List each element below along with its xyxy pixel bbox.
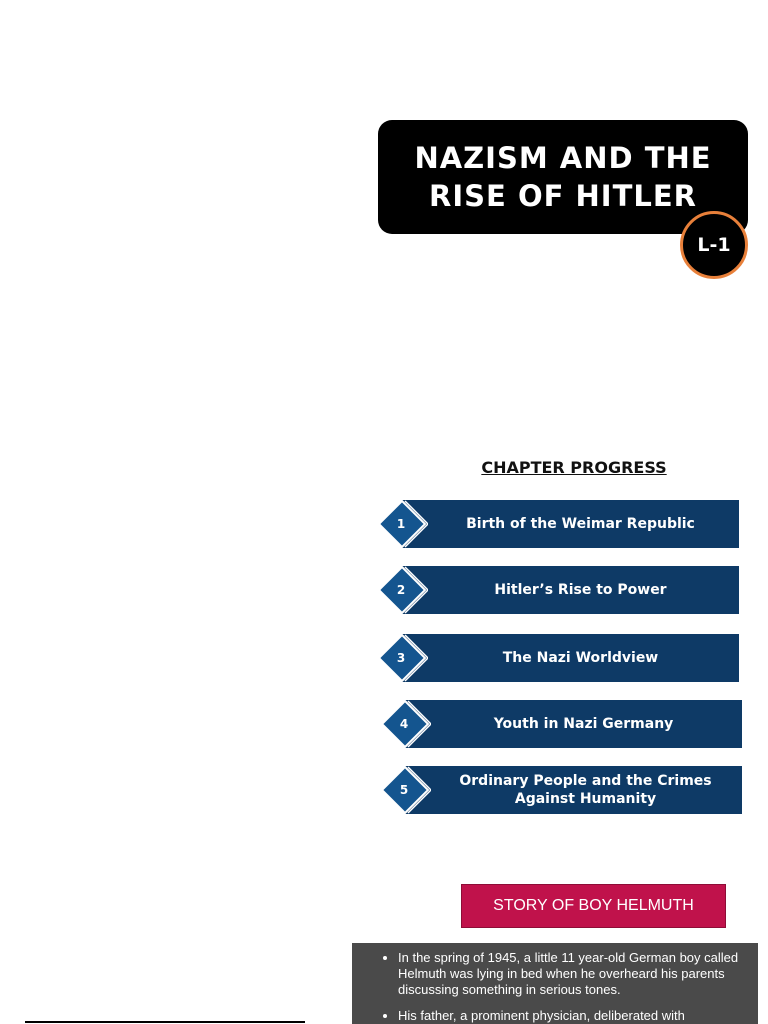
story-bullet: • In the spring of 1945, a little 11 year-old German boy called Helmuth was lying in bed when he overheard his parents discussing something in serious tones. bbox=[398, 950, 744, 998]
step-diamond-icon bbox=[381, 766, 431, 814]
story-text-panel bbox=[352, 943, 758, 1024]
step-diamond-icon bbox=[378, 634, 428, 682]
chapter-progress-heading: CHAPTER PROGRESS bbox=[481, 458, 667, 477]
progress-step-1[interactable] bbox=[378, 500, 739, 548]
step-diamond-icon bbox=[381, 700, 431, 748]
progress-step-4[interactable] bbox=[381, 700, 742, 748]
progress-step-label: Hitler’s Rise to Power bbox=[402, 566, 739, 614]
chapter-title-line-1: NAZISM AND THE bbox=[414, 141, 712, 175]
progress-step-label: Youth in Nazi Germany bbox=[405, 700, 742, 748]
step-number: 4 bbox=[399, 717, 409, 731]
progress-step-5[interactable] bbox=[381, 766, 742, 814]
step-number: 5 bbox=[399, 783, 409, 797]
step-number: 3 bbox=[396, 651, 406, 665]
progress-step-label: The Nazi Worldview bbox=[402, 634, 739, 682]
progress-step-label: Ordinary People and the Crimes Against Humanity bbox=[405, 766, 742, 814]
progress-step-3[interactable] bbox=[378, 634, 739, 682]
step-diamond-icon bbox=[378, 500, 428, 548]
chapter-title bbox=[398, 139, 728, 215]
divider-line bbox=[25, 1021, 305, 1023]
story-bullet-list bbox=[352, 943, 758, 1024]
story-bullet: • His father, a prominent physician, deliberated with bbox=[398, 1008, 744, 1024]
step-number: 2 bbox=[396, 583, 406, 597]
story-of-boy-helmuth-button[interactable]: STORY OF BOY HELMUTH bbox=[461, 884, 726, 928]
step-number: 1 bbox=[396, 517, 406, 531]
chapter-title-line-2: RISE OF HITLER bbox=[429, 179, 697, 213]
progress-step-2[interactable] bbox=[378, 566, 739, 614]
step-diamond-icon bbox=[378, 566, 428, 614]
progress-step-label: Birth of the Weimar Republic bbox=[402, 500, 739, 548]
lesson-badge: L-1 bbox=[680, 211, 748, 279]
